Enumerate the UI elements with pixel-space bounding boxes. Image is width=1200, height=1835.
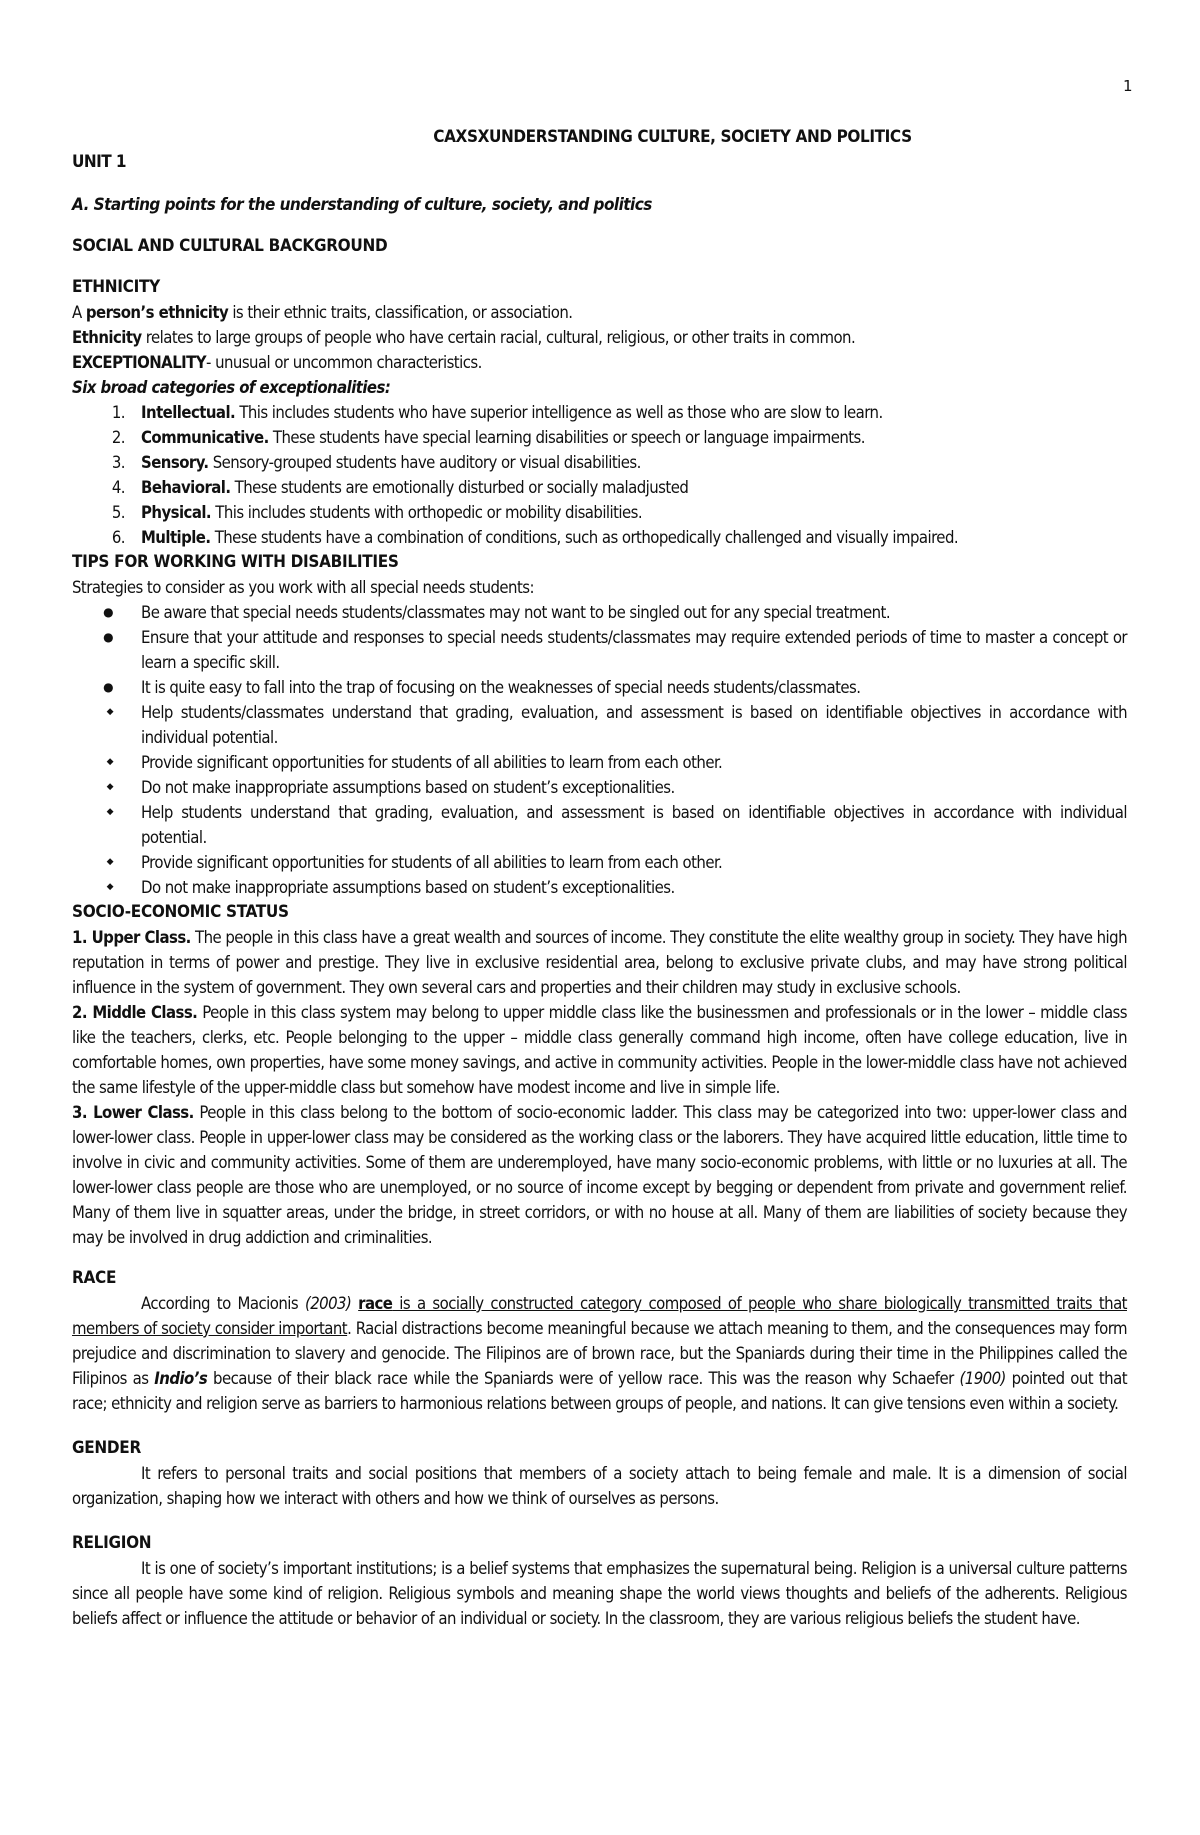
race-paragraph: According to Macionis (2003) race is a socially constructed category composed of people who share biologically transmitted traits that members of society consider important. Racial distractions become meaningful because we attach meaning to them, and the consequences may form prejudice and discrimination to slavery and genocide. The Filipinos are of brown race, but the Spaniards during their time in the Philippines called the Filipinos as Indio’s because of their black race while the Spaniards were of yellow race. This was the reason why Schaefer (1900) pointed out that race; ethnicity and religion serve as barriers to harmonious relations between groups of people, and nations. It can give tensions even within a society. xyxy=(72,1294,1127,1413)
religion-paragraph: It is one of society’s important institutions; is a belief systems that emphasizes the supernatural being. Religion is a universal culture patterns since all people have some kind of religion. Religious symbols and meaning shape the world views thoughts and beliefs of the adherents. Religious beliefs affect or influence the attitude or behavior of an individual or society. In the classroom, they are various religious beliefs the student have. xyxy=(72,1559,1127,1628)
list-item: 4. Behavioral. These students are emotionally disturbed or socially maladjusted xyxy=(111,478,689,497)
list-item: ● Ensure that your attitude and responses to special needs students/classmates may require extended periods of time to master a concept or learn a specific skill. xyxy=(72,625,1127,675)
ses-upper-class: 1. Upper Class. The people in this class have a great wealth and sources of income. They constitute the elite wealthy group in society. They have high reputation in terms of power and prestige. They live in exclusive residential area, belong to exclusive private clubs, and may have strong political influence in the system of government. They own several cars and properties and their children may study in exclusive schools. xyxy=(72,928,1127,997)
categories-list xyxy=(72,400,1127,550)
heading-ethnicity: ETHNICITY xyxy=(72,277,160,297)
subtitle: A. Starting points for the understanding of culture, society, and politics xyxy=(72,195,652,215)
heading-gender: GENDER xyxy=(72,1438,141,1458)
exceptionality-definition: EXCEPTIONALITY- unusual or uncommon characteristics. xyxy=(72,353,482,372)
list-item: 6. Multiple. These students have a combination of conditions, such as orthopedically challenged and visually impaired. xyxy=(111,528,959,547)
list-item: ◆ Provide significant opportunities for students of all abilities to learn from each other. xyxy=(72,850,1127,875)
categories-heading: Six broad categories of exceptionalities: xyxy=(72,378,391,397)
heading-race: RACE xyxy=(72,1268,117,1288)
list-item: 1. Intellectual. This includes students who have superior intelligence as well as those who are slow to learn. xyxy=(111,403,883,422)
list-item: 5. Physical. This includes students with orthopedic or mobility disabilities. xyxy=(111,503,643,522)
list-item: ◆ Do not make inappropriate assumptions based on student’s exceptionalities. xyxy=(72,775,1127,800)
ethnicity-relates: Ethnicity relates to large groups of people who have certain racial, cultural, religious, or other traits in common. xyxy=(72,328,856,347)
heading-religion: RELIGION xyxy=(72,1533,152,1553)
heading-ses: SOCIO-ECONOMIC STATUS xyxy=(72,902,289,922)
bullet-icon: ● xyxy=(103,630,113,644)
list-item: ● Be aware that special needs students/classmates may not want to be singled out for any special treatment. xyxy=(72,600,1127,625)
ses-middle-class: 2. Middle Class. People in this class system may belong to upper middle class like the businessmen and professionals or in the lower – middle class like the teachers, clerks, etc. People belonging to the upper – middle class generally command high income, often have college education, live in comfortable homes, own properties, have some money savings, and active in community activities. People in the lower-middle class have not achieved the same lifestyle of the upper-middle class but somehow have modest income and live in simple life. xyxy=(72,1003,1128,1097)
ethnicity-definition: A person’s ethnicity is their ethnic traits, classification, or association. xyxy=(72,303,573,322)
page-number: 1 xyxy=(1123,77,1132,95)
tips-list xyxy=(72,600,1127,900)
document-title: CAXSXUNDERSTANDING CULTURE, SOCIETY AND POLITICS xyxy=(433,127,912,147)
diamond-bullet-icon: ◆ xyxy=(106,757,113,767)
diamond-bullet-icon: ◆ xyxy=(106,707,113,717)
diamond-bullet-icon: ◆ xyxy=(106,857,113,867)
list-item: 3. Sensory. Sensory-grouped students have auditory or visual disabilities. xyxy=(111,453,641,472)
heading-tips: TIPS FOR WORKING WITH DISABILITIES xyxy=(72,552,399,572)
list-item: ◆ Help students understand that grading, evaluation, and assessment is based on identifiable objectives in accordance with individual potential. xyxy=(72,800,1127,850)
gender-paragraph: It refers to personal traits and social positions that members of a society attach to being female and male. It is a dimension of social organization, shaping how we interact with others and how we think of ourselves as persons. xyxy=(72,1464,1127,1508)
document-body xyxy=(72,193,1127,1631)
unit-label: UNIT 1 xyxy=(72,152,127,172)
diamond-bullet-icon: ◆ xyxy=(106,782,113,792)
list-item: ◆ Help students/classmates understand that grading, evaluation, and assessment is based on identifiable objectives in accordance with individual potential. xyxy=(72,700,1127,750)
bullet-icon: ● xyxy=(103,605,113,619)
diamond-bullet-icon: ◆ xyxy=(106,882,113,892)
list-item: ● It is quite easy to fall into the trap of focusing on the weaknesses of special needs students/classmates. xyxy=(72,675,1127,700)
list-item: ◆ Provide significant opportunities for students of all abilities to learn from each other. xyxy=(72,750,1127,775)
section-heading-social: SOCIAL AND CULTURAL BACKGROUND xyxy=(72,236,388,256)
tips-intro: Strategies to consider as you work with all special needs students: xyxy=(72,578,534,597)
bullet-icon: ● xyxy=(103,680,113,694)
list-item: 2. Communicative. These students have special learning disabilities or speech or language impairments. xyxy=(111,428,865,447)
list-item: ◆ Do not make inappropriate assumptions based on student’s exceptionalities. xyxy=(72,875,1127,900)
ses-lower-class: 3. Lower Class. People in this class belong to the bottom of socio-economic ladder. This class may be categorized into two: upper-lower class and lower-lower class. People in upper-lower class may be considered as the working class or the laborers. They have acquired little education, little time to involve in civic and community activities. Some of them are underemployed, have many socio-economic problems, with little or no luxuries at all. The lower-lower class people are those who are unemployed, or no source of income except by begging or dependent from private and government relief. Many of them live in squatter areas, under the bridge, in street corridors, or with no house at all. Many of them are liabilities of society because they may be involved in drug addiction and criminalities. xyxy=(72,1103,1127,1247)
diamond-bullet-icon: ◆ xyxy=(106,807,113,817)
